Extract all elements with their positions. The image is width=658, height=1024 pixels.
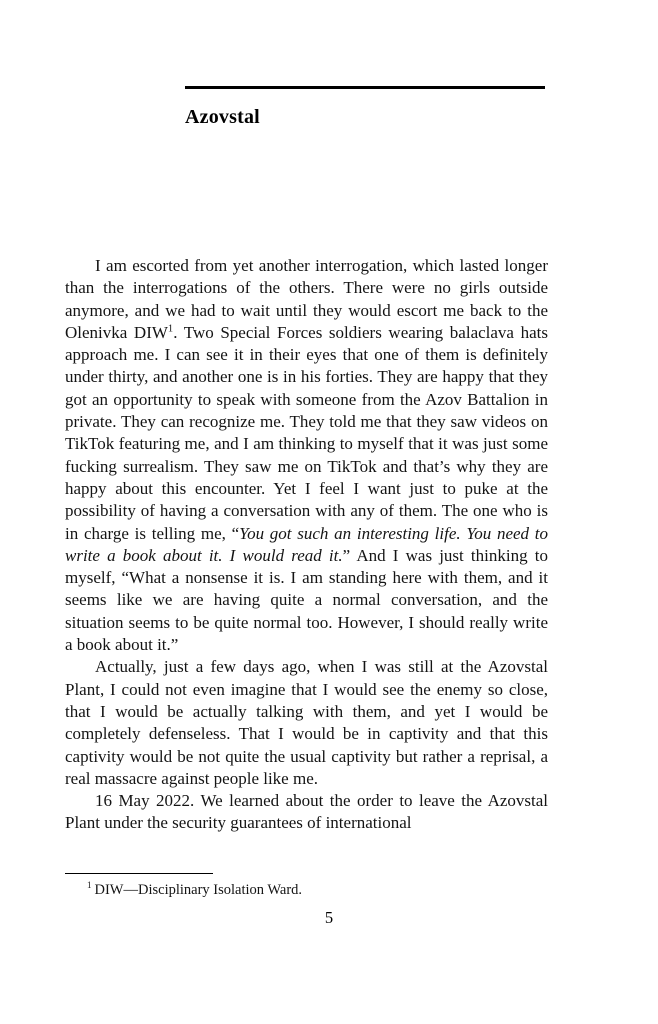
- body-text: [65, 255, 548, 835]
- chapter-header: [185, 86, 545, 129]
- paragraph-3: [65, 790, 548, 835]
- chapter-title: Azovstal: [185, 106, 260, 128]
- footnote-text: DIW—Disciplinary Isolation Ward.: [94, 882, 303, 898]
- footnote: [65, 881, 548, 900]
- text-segment: 16 May 2022. We learned about the order to leave the Azovstal Plant under the security guarantees of international: [65, 791, 548, 833]
- paragraph-1: [65, 255, 548, 656]
- footnote-marker: 1: [87, 880, 92, 891]
- page-number: 5: [324, 908, 334, 927]
- text-segment: ” And I was just thinking to myself, “What a nonsense it is. I am standing here with them, and it seems like we are having quite a normal conversation, and the situation seems to be quite normal too. However, I should really write a book about it.”: [65, 545, 548, 655]
- text-segment: Actually, just a few days ago, when I was still at the Azovstal Plant, I could not even imagine that I would see the enemy so close, that I would be actually talking with them, and yet I would be completely defenseless. That I would be in captivity and that this captivity would be not quite the usual captivity but rather a reprisal, a real massacre against people like me.: [65, 657, 548, 788]
- text-segment: I am escorted from yet another interrogation, which lasted longer than the interrogations of the others. There were no girls outside anymore, and we had to wait until they would escort me back to the Olenivka DIW: [65, 256, 548, 342]
- paragraph-2: [65, 656, 548, 790]
- footnote-divider-line: [65, 873, 213, 874]
- footnote-reference: 1: [167, 323, 174, 335]
- text-segment: . Two Special Forces soldiers wearing balaclava hats approach me. I can see it in their eyes that one of them is definitely under thirty, and another one is in his forties. They are happy that they got an opportunity to speak with someone from the Azov Battalion in private. They can recognize me. They told me that they saw videos on TikTok featuring me, and I am thinking to myself that it was just some fucking surrealism. They saw me on TikTok and that’s why they are happy about this encounter. Yet I feel I want just to puke at the possibility of having a conversation with any of them. The one who is in charge is telling me, “: [65, 322, 548, 543]
- italic-quote: You got such an interesting life. You need to write a book about it. I would read it.: [65, 523, 548, 565]
- chapter-divider-line: [185, 86, 545, 89]
